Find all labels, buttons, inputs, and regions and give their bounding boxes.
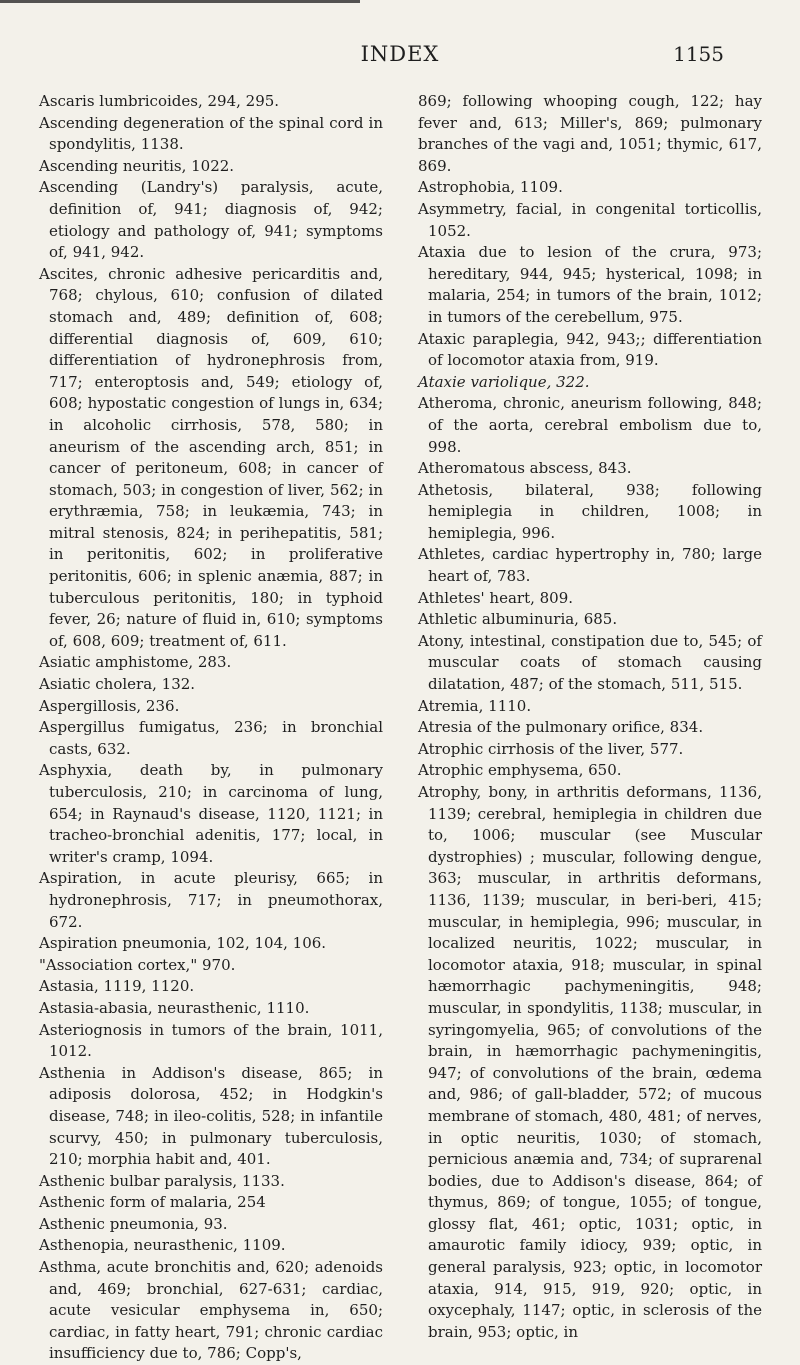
index-entry: Asthenic pneumonia, 93. (39, 1214, 228, 1233)
index-entry: Atrophy, bony, in arthritis deformans, 1136, 1139; cerebral, hemiplegia in children due to, 1006; muscular (see Muscular dystrophies) ; muscular, following dengue, 363; muscular, in arthritis deformans, 1136, 1139; muscular, in beri-beri, 415; muscular, in hemiplegia, 996; muscular, in localized neuritis, 1022; muscular, in locomotor ataxia, 918; muscular, in spinal hæmorrhagic pachymeningitis, 948; muscular, in spondylitis, 1138; muscular, in syringomyelia, 965; of convolutions of the brain, in hæmorrhagic pachymeningitis, 947; of convolutions of the brain, œdema and, 986; of gall-bladder, 572; of mucous membrane of stomach, 480, 481; of nerves, in optic neuritis, 1030; of stomach, pernicious anæmia and, 734; of suprarenal bodies, due to Addison's disease, 864; of thymus, 869; of tongue, 1055; of tongue, glossy flat, 461; optic, 1031; optic, in amaurotic family idiocy, 939; optic, in general paralysis, 923; optic, in locomotor ataxia, 914, 915, 919, 920; optic, in oxycephaly, 1147; optic, in sclerosis of the brain, 953; optic, in (418, 783, 762, 1341)
index-entry: Athetosis, bilateral, 938; following hemiplegia in children, 1008; in hemiplegia, 996. (418, 480, 762, 542)
index-entry: Astasia-abasia, neurasthenic, 1110. (39, 998, 310, 1017)
index-entry: Aspiration pneumonia, 102, 104, 106. (39, 934, 327, 953)
index-entry: Asiatic cholera, 132. (39, 675, 196, 694)
index-entry: Ascending neuritis, 1022. (39, 156, 235, 175)
index-entry: Ascending degeneration of the spinal cord in spondylitis, 1138. (39, 113, 383, 154)
index-entry: Atrophic emphysema, 650. (418, 761, 622, 780)
index-entry: Aspergillosis, 236. (39, 696, 180, 715)
index-entry-continuation: 869; following whooping cough, 122; hay fever and, 613; Miller's, 869; pulmonary branches of the vagi and, 1051; thymic, 617, 869. (418, 92, 762, 175)
index-entry: "Association cortex," 970. (39, 955, 236, 974)
index-entry: Ataxie variolique, 322. (418, 372, 590, 391)
index-entry: Asthenia in Addison's disease, 865; in adiposis dolorosa, 452; in Hodgkin's disease, 748; in ileo-colitis, 528; in infantile scurvy, 450; in pulmonary tuberculosis, 210; morphia habit and, 401. (39, 1063, 383, 1169)
running-head (0, 42, 800, 72)
index-entry: Atony, intestinal, constipation due to, 545; of muscular coats of stomach causing dilatation, 487; of the stomach, 511, 515. (418, 631, 762, 694)
top-rule (0, 0, 360, 3)
index-entry: Ataxia due to lesion of the crura, 973; hereditary, 944, 945; hysterical, 1098; in malaria, 254; in tumors of the brain, 1012; in tumors of the cerebellum, 975. (418, 243, 762, 326)
index-entry: Atremia, 1110. (418, 696, 532, 715)
index-column-right (418, 91, 762, 1343)
index-entry: Asthenic form of malaria, 254 (39, 1193, 266, 1212)
index-entry: Astrophobia, 1109. (418, 178, 563, 197)
index-entry: Astasia, 1119, 1120. (39, 977, 195, 996)
index-entry: Asiatic amphistome, 283. (39, 653, 232, 672)
index-entry: Aspergillus fumigatus, 236; in bronchial casts, 632. (39, 718, 383, 758)
index-entry: Atheromatous abscess, 843. (418, 459, 632, 478)
index-entry: Ascending (Landry's) paralysis, acute, definition of, 941; diagnosis of, 942; etiology and pathology of, 941; symptoms of, 941, 942. (39, 178, 383, 262)
index-entry: Asthma, acute bronchitis and, 620; adenoids and, 469; bronchial, 627-631; cardiac, acute vesicular emphysema in, 650; cardiac, in fatty heart, 791; chronic cardiac insufficiency due to, 786; Copp's, (39, 1258, 383, 1363)
index-entry: Athletes, cardiac hypertrophy in, 780; large heart of, 783. (418, 545, 762, 586)
index-entry: Aspiration, in acute pleurisy, 665; in hydronephrosis, 717; in pneumothorax, 672. (39, 869, 383, 931)
index-entry: Athletes' heart, 809. (418, 588, 574, 607)
index-entry: Ascaris lumbricoides, 294, 295. (39, 92, 280, 110)
index-entry: Atresia of the pulmonary orifice, 834. (418, 718, 704, 737)
page-title: INDEX (360, 42, 440, 66)
index-entry: Ascites, chronic adhesive pericarditis and, 768; chylous, 610; confusion of dilated stomach and, 489; definition of, 608; differential diagnosis of, 609, 610; differentiation of hydronephrosis from, 717; enteroptosis and, 549; etiology of, 608; hypostatic congestion of lungs in, 634; in alcoholic cirrhosis, 578, 580; in aneurism of the ascending arch, 851; in cancer of peritoneum, 608; in cancer of stomach, 503; in congestion of liver, 562; in erythræmia, 758; in leukæmia, 743; in mitral stenosis, 824; in perihepatitis, 581; in peritonitis, 602; in proliferative peritonitis, 606; in splenic anæmia, 887; in tuberculous peritonitis, 180; in typhoid fever, 26; nature of fluid in, 610; symptoms of, 608, 609; treatment of, 611. (39, 264, 383, 650)
index-column-left (39, 91, 383, 1365)
index-entry: Asthenopia, neurasthenic, 1109. (39, 1236, 286, 1255)
index-entry: Atrophic cirrhosis of the liver, 577. (418, 739, 684, 758)
index-entry: Athletic albuminuria, 685. (418, 610, 618, 629)
index-entry: Asthenic bulbar paralysis, 1133. (39, 1171, 285, 1190)
index-entry: Atheroma, chronic, aneurism following, 848; of the aorta, cerebral embolism due to, 998. (418, 394, 762, 456)
page-number: 1155 (673, 42, 724, 66)
index-entry: Asteriognosis in tumors of the brain, 1011, 1012. (39, 1020, 383, 1061)
index-entry: Ataxic paraplegia, 942, 943;; differentiation of locomotor ataxia from, 919. (418, 329, 762, 370)
index-entry: Asymmetry, facial, in congenital torticollis, 1052. (418, 199, 762, 240)
index-entry: Asphyxia, death by, in pulmonary tuberculosis, 210; in carcinoma of lung, 654; in Raynaud's disease, 1120, 1121; in tracheo-bronchial adenitis, 177; local, in writer's cramp, 1094. (39, 761, 383, 866)
